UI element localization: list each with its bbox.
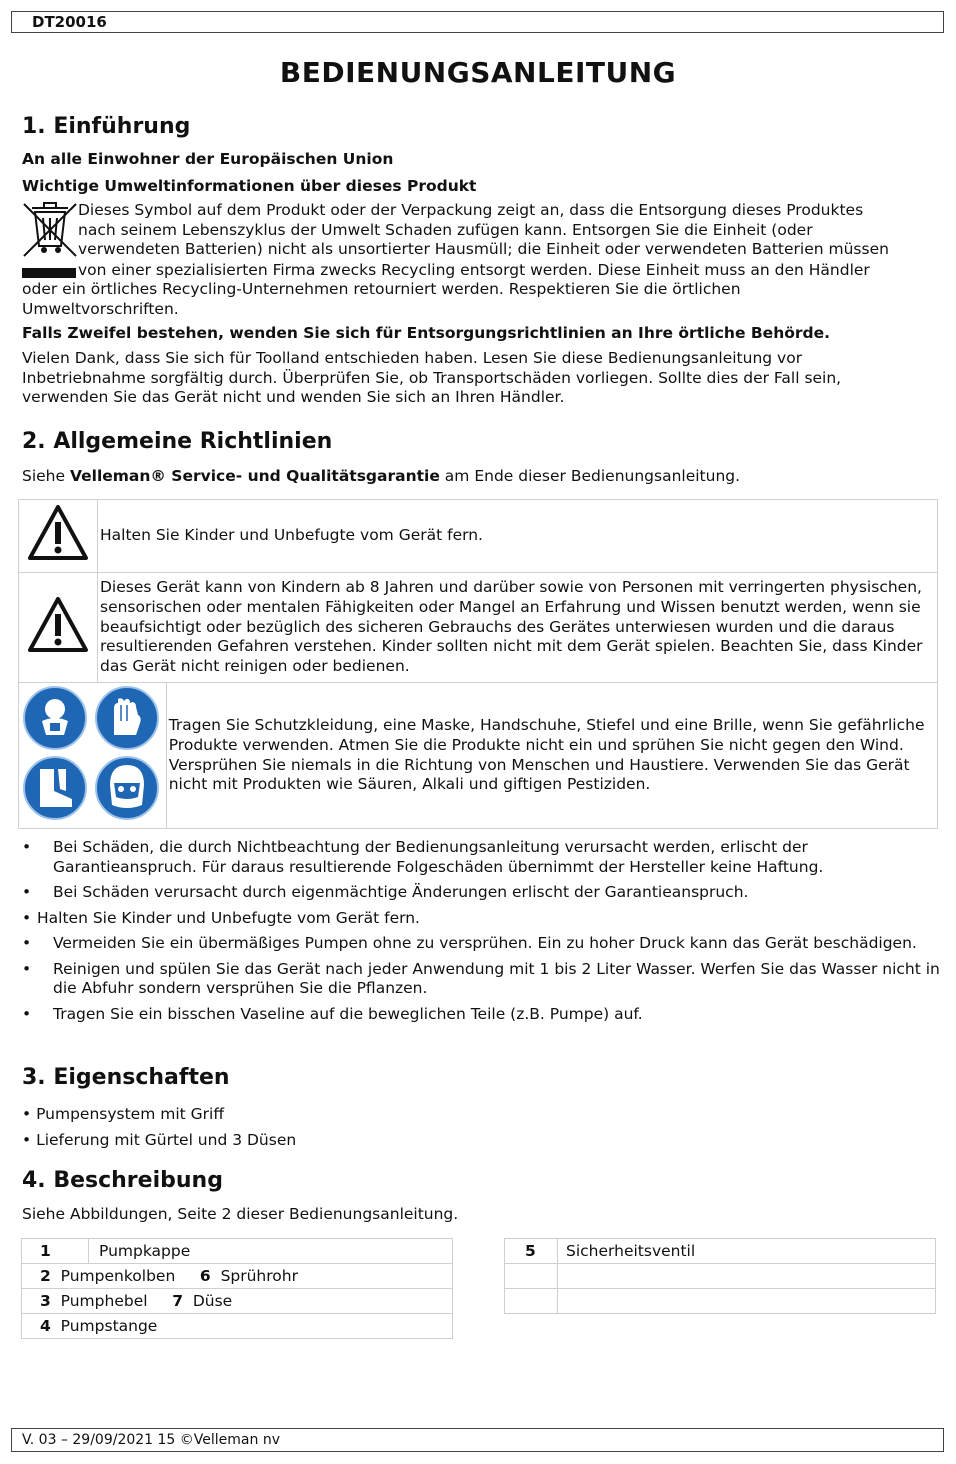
weee-line: von einer spezialisierten Firma zwecks Recycling entsorgt werden. Diese Einheit muss an den Händler [78,261,870,280]
bullet-dot: • [22,908,32,927]
section-2-heading: 2. Allgemeine Richtlinien [22,429,333,454]
warning-triangle-icon [27,504,89,562]
parts-row [22,1289,453,1314]
parts-table-left [21,1238,453,1339]
warning-text: Halten Sie Kinder und Unbefugte vom Gerät fern. [98,500,938,573]
part-label: Pumpkappe [89,1239,453,1264]
eu-residents-subheading: An alle Einwohner der Europäischen Union [22,150,394,168]
part-number: 6 [199,1267,211,1285]
part-label: Düse [192,1292,233,1310]
warning-icon-cell [19,573,98,683]
empty-cell [505,1289,558,1314]
ppe-warning-text: Tragen Sie Schutzkleidung, eine Maske, Handschuhe, Stiefel und eine Brille, wenn Sie gefährliche Produkte verwenden. Atmen Sie die Produkte nicht ein und sprühen Sie nicht gegen den Wind. Versprühen Sie niemals in die Richtung von Menschen und Haustiere. Verwenden Sie das Gerät nicht mit Produkten wie Säuren, Alkali und giftigen Pestiziden. [166,683,937,829]
part-number: 4 [40,1317,51,1335]
features-list [22,1101,296,1153]
part-label: Pumpenkolben [60,1267,176,1285]
empty-cell [558,1264,936,1289]
part-number: 2 [40,1267,51,1285]
description-intro: Siehe Abbildungen, Seite 2 dieser Bedienungsanleitung. [22,1205,459,1223]
bullet-dot: • [22,1004,32,1023]
warning-triangle-icon [27,596,89,654]
page-title: BEDIENUNGSANLEITUNG [279,56,677,89]
respirator-mask-icon [24,687,86,749]
bullet-item: • Bei Schäden, die durch Nichtbeachtung der Bedienungsanleitung verursacht werden, erlischt der Garantieanspruch. Für daraus resultierende Folgeschäden übernimmt der Hersteller keine Haftung. [22,838,824,876]
warning-row [19,500,938,573]
bullet-item: • Vermeiden Sie ein übermäßiges Pumpen ohne zu versprühen. Ein zu hoher Druck kann das Gerät beschädigen. [22,934,917,952]
thanks-paragraph: Vielen Dank, dass Sie sich für Toolland entschieden haben. Lesen Sie diese Bedienungsanleitung vor Inbetriebnahme sorgfältig durch. Überprüfen Sie, ob Transportschäden vorliegen. Sollte dies der Fall sein, verwenden Sie das Gerät nicht und wenden Sie sich an Ihren Händler. [22,349,842,407]
bullet-dot: • [22,1105,37,1123]
section-1-heading: 1. Einführung [22,114,191,139]
feature-item: • Lieferung mit Gürtel und 3 Düsen [22,1131,297,1149]
parts-table-right [504,1238,936,1314]
warning-row [19,573,938,683]
parts-cell [22,1314,453,1339]
bullet-item: • Bei Schäden verursacht durch eigenmächtige Änderungen erlischt der Garantieanspruch. [22,883,749,901]
general-bullets [22,838,942,1030]
doubt-notice: Falls Zweifel bestehen, wenden Sie sich für Entsorgungsrichtlinien an Ihre örtliche Behörde. [22,324,831,342]
warranty-intro [22,467,740,485]
bullet-dot: • [22,934,32,952]
part-label: Sicherheitsventil [558,1239,936,1264]
part-number: 5 [505,1239,558,1264]
weee-line: nach seinem Lebenszyklus der Umwelt Schaden zufügen kann. Entsorgen Sie die Einheit (oder [78,220,813,239]
boots-icon [24,757,86,819]
bullet-item: • Tragen Sie ein bisschen Vaseline auf die beweglichen Teile (z.B. Pumpe) auf. [22,1004,643,1023]
section-3-heading: 3. Eigenschaften [22,1065,230,1090]
parts-cell [22,1289,453,1314]
feature-item: • Pumpensystem mit Griff [22,1105,225,1123]
warranty-link-text: Velleman® Service- und Qualitätsgarantie [69,467,440,485]
part-number: 1 [22,1239,89,1264]
footer-text: V. 03 – 29/09/2021 15 ©Velleman nv [22,1432,280,1448]
warning-row [19,683,938,829]
bullet-dot: • [22,959,32,978]
parts-cell [22,1264,453,1289]
bullet-dot: • [22,838,32,856]
empty-cell [505,1264,558,1289]
warranty-intro-post: am Ende dieser Bedienungsanleitung. [439,467,741,485]
part-number: 7 [172,1292,183,1310]
product-code: DT20016 [32,13,107,31]
weee-line: Dieses Symbol auf dem Produkt oder der Verpackung zeigt an, dass die Entsorgung dieses Produktes [78,201,864,219]
weee-line: verwendeten Batterien) nicht als unsortierter Hausmüll; die Einheit oder verwendeten Batterien müssen [78,240,889,259]
warnings-table [18,499,938,829]
environment-subheading: Wichtige Umweltinformationen über dieses Produkt [22,177,477,195]
bullet-dot: • [22,1131,37,1149]
warranty-intro-pre: Siehe [22,467,70,485]
section-4-heading: 4. Beschreibung [22,1168,223,1193]
header-box [11,11,944,33]
weee-bin-icon [22,200,78,280]
bullet-item: • Reinigen und spülen Sie das Gerät nach jeder Anwendung mit 1 bis 2 Liter Wasser. Werfen Sie das Wasser nicht in die Abfuhr sondern versprühen Sie die Pflanzen. [22,959,940,997]
warning-text: Dieses Gerät kann von Kindern ab 8 Jahren und darüber sowie von Personen mit verringerten physischen, sensorischen oder mentalen Fähigkeiten oder Mangel an Erfahrung und Wissen benutzt werden, wenn sie beaufsichtigt oder bezüglich des sicheren Gebrauchs des Gerätes unterwiesen wurden und die daraus resultierenden Gefahren verstehen. Kinder sollten nicht mit dem Gerät spielen. Beachten Sie, dass Kinder das Gerät nicht reinigen oder bedienen. [98,573,938,683]
part-label: Pumpstange [60,1317,158,1335]
parts-row-empty [505,1264,936,1289]
bullet-item: • Halten Sie Kinder und Unbefugte vom Gerät fern. [22,908,420,927]
part-number: 3 [40,1292,51,1310]
parts-row-empty [505,1289,936,1314]
weee-text-block [78,201,889,281]
parts-row [22,1314,453,1339]
parts-row [505,1239,936,1264]
face-shield-icon [96,757,158,819]
bullet-dot: • [22,883,32,901]
warning-icon-cell [19,500,98,573]
parts-row [22,1264,453,1289]
footer-box [11,1428,944,1452]
empty-cell [558,1289,936,1314]
part-label: Sprührohr [220,1267,298,1285]
weee-text-continued: oder ein örtliches Recycling-Unternehmen retourniert werden. Respektieren Sie die örtlichen Umweltvorschriften. [22,280,741,318]
gloves-icon [96,687,158,749]
part-label: Pumphebel [60,1292,148,1310]
parts-row [22,1239,453,1264]
ppe-icons-group [22,685,162,821]
ppe-icons-cell [19,683,167,829]
